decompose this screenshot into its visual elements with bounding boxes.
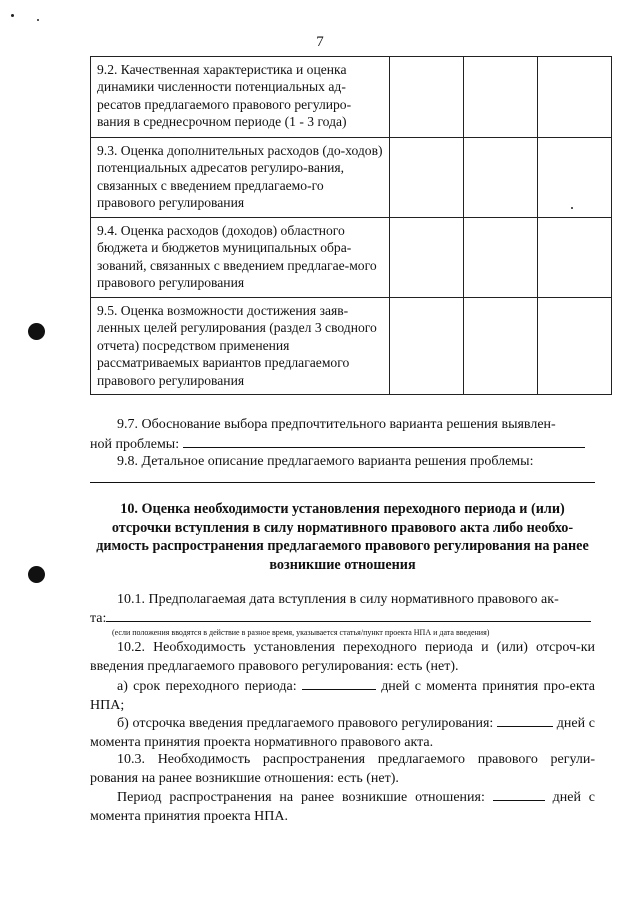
paragraph-10-3: 10.3. Необходимость распространения предлагаемого правового регули-рования на ранее возникшие отношения: есть (нет). xyxy=(90,752,595,786)
row-label: 9.5. Оценка возможности достижения заяв-ленных целей регулирования (раздел 3 сводного отчета) посредством применения рассматриваемых вариантов предлагаемого правового регулирования xyxy=(91,298,390,395)
empty-cell xyxy=(464,138,538,218)
scan-speck xyxy=(11,14,14,17)
table-row xyxy=(91,218,612,298)
blank-line xyxy=(497,714,553,727)
empty-cell xyxy=(538,138,612,218)
table-row xyxy=(91,138,612,218)
p102-b-start: б) отсрочка введения предлагаемого правового регулирования: xyxy=(117,716,494,731)
blank-line xyxy=(302,677,376,690)
footnote: (если положения вводятся в действие в разное время, указывается статья/пункт проекта НПА и дата введения) xyxy=(112,628,490,637)
p97-line1: 9.7. Обоснование выбора предпочтительного варианта решения выявлен- xyxy=(117,417,556,432)
empty-cell xyxy=(538,298,612,395)
empty-cell xyxy=(538,57,612,138)
paragraph-10-2-b xyxy=(90,714,595,752)
empty-cell xyxy=(390,218,464,298)
empty-cell xyxy=(464,218,538,298)
row-label: 9.4. Оценка расходов (доходов) областного бюджета и бюджетов муниципальных обра-зований, связанных с введением предлагае-мого правового регулирования xyxy=(91,218,390,298)
table-row xyxy=(91,57,612,138)
paragraph-9-7-cont xyxy=(90,435,595,455)
blank-line xyxy=(90,470,595,483)
paragraph-10-2-a xyxy=(90,677,595,715)
row-label: 9.2. Качественная характеристика и оценка динамики численности потенциальных ад-ресатов предлагаемого правового регулиро-вания в среднесрочном периоде (1 - 3 года) xyxy=(91,57,390,138)
paragraph-10-1-cont xyxy=(90,609,595,629)
paragraph-9-7 xyxy=(90,416,595,435)
table-row xyxy=(91,298,612,395)
punch-hole xyxy=(28,323,45,340)
empty-cell xyxy=(464,298,538,395)
p97-line2: ной проблемы: xyxy=(90,437,180,452)
empty-cell xyxy=(538,218,612,298)
p103-period-end: дней с момента принятия проекта НПА. xyxy=(90,790,596,824)
empty-cell xyxy=(390,57,464,138)
paragraph-10-2: 10.2. Необходимость установления переходного периода и (или) отсроч-ки введения предлагаемого правового регулирования: есть (нет). xyxy=(90,640,595,674)
p102-a-start: а) срок переходного периода: xyxy=(117,679,297,694)
empty-cell xyxy=(390,298,464,395)
blank-line xyxy=(493,788,545,801)
p102-b-end: дней с момента принятия проекта нормативного правового акта. xyxy=(90,716,596,750)
blank-line xyxy=(106,609,591,622)
paragraph-10-3-period xyxy=(90,788,595,826)
paragraph-9-8 xyxy=(90,453,595,472)
punch-hole xyxy=(28,566,45,583)
empty-cell xyxy=(464,57,538,138)
p102-a-end: дней с момента принятия про-екта НПА; xyxy=(90,679,595,713)
paragraph-9-8-line xyxy=(90,470,595,490)
section-10-heading: 10. Оценка необходимости установления переходного периода и (или) отсрочки вступления в силу нормативного правового акта либо необхо-димость распространения предлагаемого правового регулирования на ранее возникшие отношения xyxy=(96,501,589,573)
p101-line2: та: xyxy=(90,611,107,626)
assessment-table xyxy=(90,56,612,395)
empty-cell xyxy=(390,138,464,218)
p101-line1: 10.1. Предполагаемая дата вступления в силу нормативного правового ак- xyxy=(117,592,559,607)
blank-line xyxy=(183,435,585,448)
page-number: 7 xyxy=(316,34,324,50)
scan-speck xyxy=(37,19,39,21)
row-label: 9.3. Оценка дополнительных расходов (до-ходов) потенциальных адресатов регулиро-вания, связанных с введением предлагаемо-го правового регулирования xyxy=(91,138,390,218)
paragraph-10-1 xyxy=(90,591,595,610)
p103-period-start: Период распространения на ранее возникшие отношения: xyxy=(117,790,485,805)
p98-line1: 9.8. Детальное описание предлагаемого варианта решения проблемы: xyxy=(117,454,534,469)
